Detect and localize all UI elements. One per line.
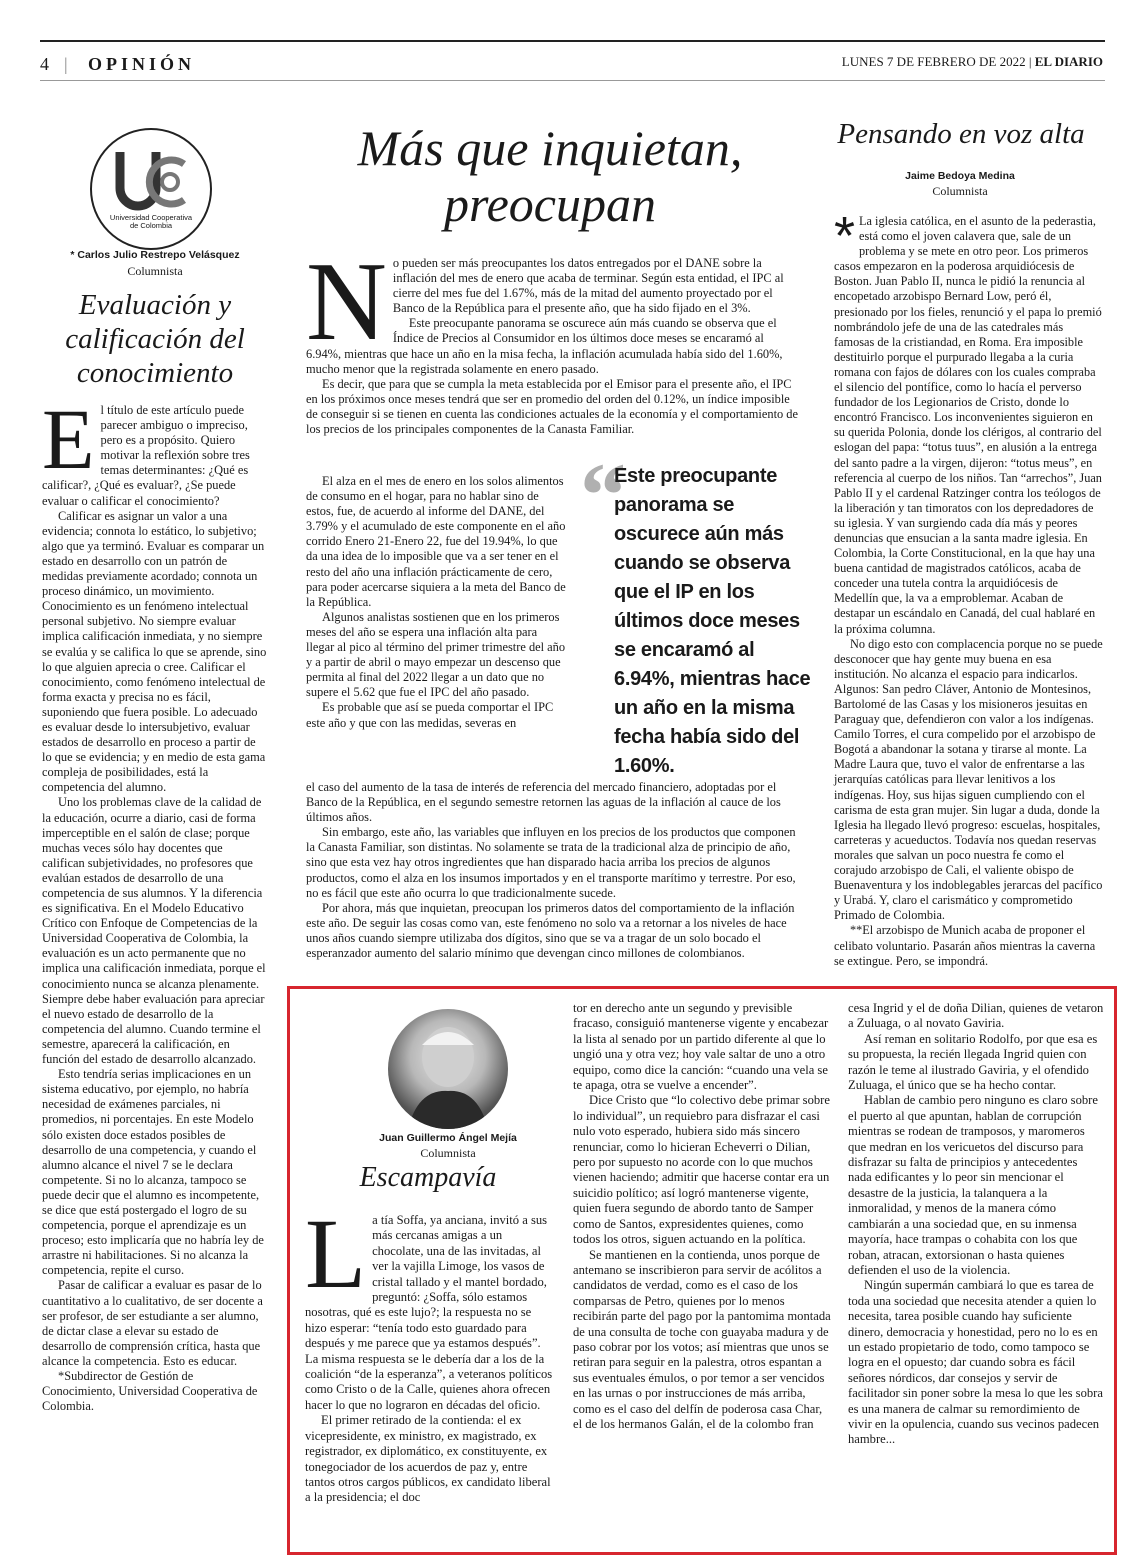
- editorial-paragraph: el caso del aumento de la tasa de interés de referencia del mercado financiero, adoptadas por el Banco de la República, en el segundo semestre retornen las aguas de la inflación al cauce de los últimos años.: [306, 780, 781, 825]
- box-paragraph: tor en derecho ante un segundo y previsible fracaso, consiguió mantenerse vigente y encabezar la lista al senado por un partido diferente al que lo ungió una y otra vez; hoy vale saltar de uno a otro equipo, como dice la canción: “cuando una vela se te apaga, otra se vuelve a encender”.: [573, 1001, 829, 1093]
- left-role: Columnista: [127, 264, 183, 278]
- logo-mark-icon: [92, 130, 210, 248]
- box-paragraph: El primer retirado de la contienda: el ex vicepresidente, ex ministro, ex magistrado, ex registrador, ex diplomático, ex constituyente, ex tonegociador de los acuerdos de paz y, entre tantos otros cargos públicos, ex candidato liberal a la presidencia; el doc: [305, 1413, 551, 1505]
- box-column-1: [305, 1198, 555, 1506]
- box-author: Juan Guillermo Ángel Mejía: [379, 1132, 517, 1144]
- box-paragraph: Dice Cristo que “lo colectivo debe primar sobre lo individual”, un requiebro para disfrazar el casi nulo voto esperado, hubiera sido más sincero renunciar, como lo hicieran Echeverri o Dilian, pero por supuesto no acorde con lo que muchos vienen haciendo; admitir que hacerse contar era un suicidio político; así logró mantenerse vigente, quien fuera segundo de abordo tanto de Samper como de Santos, expresidentes quienes, como todos los otros, siguen actuando en la política.: [573, 1093, 830, 1247]
- right-column-body: [834, 206, 1104, 969]
- right-paragraph: **El arzobispo de Munich acaba de proponer el celibato voluntario. Pasarán años mientras la caverna se extingue. Pero, se impondrá.: [834, 923, 1096, 968]
- page-number: 4: [40, 54, 51, 74]
- box-paragraph: a tía Soffa, ya anciana, invitó a sus más cercanas amigas a un chocolate, una de las invitadas, al ver la vajilla Limoge, los vasos de cristal tallado y el mantel bordado, preguntó: ¿Soffa, sólo estamos nosotras, qué es este lujo?; la respuesta no se hizo esperar: “tenía todo esto guardado para después y me parece que ya estamos después”. La misma respuesta se le debería dar a los de la coalición “de la esperanza”, a veteranos políticos como Cristo o de la Calle, quienes ahora ofrecen hacer lo que no lograron en décadas del oficio.: [305, 1213, 553, 1412]
- editorial-paragraph: Es decir, que para que se cumpla la meta establecida por el Emisor para el presente año, el IPC en los próximos once meses tendrá que ser en promedio del orden del 0.12%, un índice imposible de conseguir si se tienen en cuenta las condiciones actuales de la economía y el comportamiento de los precios de los principales componentes de la Canasta Familiar.: [306, 376, 799, 437]
- pull-quote: Este preocupante panorama se oscurece aún más cuando se observa que el IP en los últimos doce meses se encaramó al 6.94%, mientras hace un año en la misma fecha había sido del 1.60%.: [614, 465, 811, 777]
- right-author: Jaime Bedoya Medina: [905, 170, 1015, 182]
- section-title: OPINIÓN: [88, 54, 196, 74]
- dateline: [842, 54, 1103, 70]
- editorial-dropcap: N: [306, 240, 387, 364]
- right-paragraph: La iglesia católica, en el asunto de la pederastia, está como el joven calavera que, sale de un problema y se mete en otro peor. Los primeros casos empezaron en la poderosa arquidiócesis de Boston. Juan Pablo II, nunca le pidió la renuncia al encopetado arzobispo Bernard Low, peró él, presionado por los fieles, renunció y el papa lo premió nombrándolo jefe de una de las catedrales más famosas de la cristiandad, en Roma. Era imposible destituirlo porque el purpurado llegaba a la curia romana con fajos de dólares con los cuales compraba el silencio del pontífice, como lo hacía el perverso fundador de los Legionarios de Cristo, donde lo encontró Francisco. Los inconvenientes siguieron en su querida Polonia, donde los clérigos, al contrario del eslogan del papa: “totus tuus”, en alusión a la entrega del santo padre a la virgen, dijeron: “totus meus”, en referencia al cuerpo de los niños. Tan “arrechos”, Juan Pablo II y el cardenal Ratzinger contra los teólogos de la liberación y tan timoratos con los depredadores de su iglesia. Y van surgiendo cada día más y peores denuncias que ensucian a la santa madre iglesia. En Colombia, la Corte Constitucional, en la que hay una buena cantidad de magistrados católicos, acaba de conceder una tutela contra la arquidiócesis de Medellín que, la va a emproblemar. Acaban de destapar un escándalo en Canadá, del cual hablaré en la próxima columna.: [834, 214, 1102, 636]
- logo-text-line1: Universidad Cooperativa: [109, 213, 193, 222]
- editorial-paragraph: Por ahora, más que inquietan, preocupan los primeros datos del comportamiento de la inflación este año. De seguir las cosas como van, este fenómeno no solo va a retornar a los niveles de hace unos años cuando siempre utilizaba dos dígitos, sino que se va a tragar de un solo bocado el esperanzador aumento del salario mínimo que devengan cinco millones de colombianos.: [306, 900, 795, 961]
- header-top-rule: [40, 40, 1105, 42]
- asterisk-icon: *: [834, 206, 856, 266]
- editorial-paragraph: Este preocupante panorama se oscurece aún más cuando se observa que el Índice de Precios al Consumidor en los últimos doce meses se encaramó al 6.94%, mientras que hace un año en la misa fecha, la inflación acumulada había sido del 1.60%, mucho menor que la registrada solamente en enero pasado.: [306, 316, 783, 376]
- quote-mark-icon: “: [580, 444, 626, 546]
- left-paragraph: Uno los problemas clave de la calidad de la educación, ocurre a diario, casi de forma imperceptible en el salón de clase; porque muchas veces sólo hay docentes que califican subjetividades, no profesores que evalúan estados de desarrollo de una competencia de sus alumnos. Y la diferencia es significativa. En el Modelo Educativo Crítico con Enfoque de Competencias de la Universidad Cooperativa de Colombia, la evaluación es un acto permanente que no implica una calificación inmediata, porque el conocimiento nunca se alcanza plenamente. Siempre debe haber evaluación para apreciar el nuevo estado de desarrollo de la competencia del alumno. Cuando termine el semestre, aparecerá la calificación, en función del estado de desarrollo alcanzado.: [42, 795, 266, 1067]
- author-photo: [388, 1009, 508, 1129]
- right-role: Columnista: [932, 184, 988, 198]
- editorial-body-bottom: [306, 780, 802, 961]
- left-paragraph: Calificar es asignar un valor a una evidencia; connota lo estático, lo subjetivo; algo que ya terminó. Evaluar es comparar un estado en desarrollo con un patrón de medidas previamente acordado; connota un proceso dinámico, un movimiento. Conocimiento es un fenómeno intelectual personal subjetivo. No siempre evaluar implica calificación inmediata, y no siempre se evalúa y se califica lo que se aprende, sino lo que alguien aprecia o cree. Calificar el conocimiento, como fenómeno intelectual de forma exacta y precisa no es fácil, suponiendo que fuera posible. Lo adecuado es evaluar desde lo intersubjetivo, evaluar estados de desarrollo en proceso a partir de lo que se evidencia; y en medio de esta gama compleja de posibilidades, está la competencia del alumno.: [42, 508, 267, 795]
- issue-date: LUNES 7 DE FEBRERO DE 2022: [841, 54, 1026, 69]
- left-paragraph: Pasar de calificar a evaluar es pasar de lo cuantitativo a lo cualitativo, de ser docente a ser profesor, de ser estudiante a ser alumno, de dictar clase a elevar su estado de desarrollo de comprensión crítica, hasta que alcance la competencia. Esto es educar.: [42, 1278, 263, 1368]
- logo-text-line2: de Colombia: [129, 221, 173, 230]
- editorial-paragraph: El alza en el mes de enero en los solos alimentos de consumo en el hogar, para no hablar sino de estos, fue, de acuerdo al informe del DANE, del 3.79% y el acumulado de este componente en el año corrido Enero 21-Enero 22, fue del 19.94%, lo que da una idea de lo imposible que va a ser tener en el resto del año una inflación prácticamente de cero, para poder acercarse siquiera a la meta del Banco de la República.: [306, 474, 566, 609]
- left-paragraph: Esto tendría serias implicaciones en un sistema educativo, por ejemplo, no habría necesidad de exámenes parciales, ni promedios, ni porcentajes. En este Modelo sólo existen doce estados posibles de desarrollo de una competencia, y cuando el alumno alcance el nivel 7 se le declara competente. Si no lo alcanza, tampoco se puede decir que el alumno es incompetente, se dice que está postergado el logro de su competencia, porque el aprendizaje es un proceso; esto implicaría que no habría ley de arrastre ni habilitaciones. Si no alcanza la competencia, repite el curso.: [42, 1067, 264, 1278]
- header-separator: |: [64, 54, 68, 74]
- editorial-title-line1: Más que inquietan,: [357, 120, 743, 176]
- box-paragraph: Así reman en solitario Rodolfo, por que esa es su propuesta, la recién llegada Ingrid quien con razón le teme al ilustrado Gaviria, y el ofendido Zuluaga, el único que se ha hecho contar.: [848, 1031, 1098, 1093]
- left-footnote: *Subdirector de Gestión de Conocimiento, Universidad Cooperativa de Colombia.: [42, 1369, 258, 1414]
- dateline-divider: |: [1028, 54, 1032, 69]
- box-column-3: [848, 1001, 1104, 1448]
- box-paragraph: cesa Ingrid y el de doña Dilian, quienes de vetaron a Zuluaga, o al novato Gaviria.: [848, 1001, 1104, 1031]
- box-paragraph: Hablan de cambio pero ninguno es claro sobre el puerto al que apuntan, hablan de corrupción mientras se rodean de tramposos, y maromeros que medran en los vericuetos del discurso para disfrazar su falta de principios y antecedentes nada edificantes y lo peor sin mencionar el desastre de la justicia, la talanquera a la inmoralidad, y menos de la manera cómo cambiarán a una sociedad que, en su inmensa mayoría, hace trampas o cohabita con los que roban, atracan, extorsionan o hasta quienes defienden el uso de la violencia.: [848, 1093, 1098, 1277]
- box-paragraph: Se mantienen en la contienda, unos porque de antemano se inscribieron para servir de acólitos a candidatos de verdad, como es el caso de los comparsas de Petro, quienes por lo menos recibirán parte del pago por la pantomima montada de una consulta de toche con guayaba madura y de paso cobrar por los votos; así mientras que unos se retiran para seguir en la palestra, otros espantan a sus eventuales émulos, o por temor a ser vencidos en las urnas o por instrucciones de más arriba, como es el caso del delfín de poderosa casa Char, el de los hermanos Galán, el de la colombo fran: [573, 1247, 831, 1431]
- box-role: Columnista: [420, 1146, 476, 1160]
- editorial-title-line2: preocupan: [444, 176, 656, 232]
- right-column-title: Pensando en voz alta: [837, 118, 1085, 150]
- left-article-body: [42, 391, 268, 1414]
- header-bottom-rule: [40, 80, 1105, 81]
- university-logo: [90, 128, 212, 250]
- portrait-avatar-icon: [388, 1009, 508, 1129]
- left-dropcap: E: [42, 391, 95, 487]
- box-column-2: [573, 1001, 831, 1432]
- editorial-paragraph: Sin embargo, este año, las variables que influyen en los precios de los productos que componen la Canasta Familiar, son distintas. No solamente se trata de la tradicional alza de principio de año, sino que esta vez hay otros ingredientes que han disparado hacia arriba los precios de algunos productos, como el alza en los insumos importados y en el transporte marítimo y terrestre. Por eso, no es fácil que este año ocurra lo que tradicionalmente sucede.: [306, 825, 796, 900]
- left-author: * Carlos Julio Restrepo Velásquez: [70, 249, 240, 261]
- left-article-title: Evaluación y calificación del conocimiento: [65, 289, 245, 389]
- newspaper-name: EL DIARIO: [1034, 54, 1103, 69]
- editorial-body-top: [306, 240, 802, 437]
- editorial-body-left: [306, 474, 568, 731]
- left-paragraph: l título de este artículo puede parecer ambiguo o impreciso, pero es a propósito. Quiero motivar la reflexión sobre tres temas determinantes: ¿Qué es calificar?, ¿Qué es evaluar?, ¿Se puede evaluar o calificar el conocimiento?: [42, 403, 250, 508]
- editorial-paragraph: o pueden ser más preocupantes los datos entregados por el DANE sobre la inflación del mes de enero que acaba de terminar. Según esta entidad, el IPC al cierre del mes fue del 1.67%, más de la mitad del aumento proyectado por el Banco de la República para el presente año, que ha sido fijado en el 3%.: [392, 256, 784, 316]
- editorial-title: [300, 120, 800, 232]
- box-dropcap: L: [305, 1198, 367, 1309]
- right-paragraph: No digo esto con complacencia porque no se puede desconocer que hay gente muy buena en esa institución. No alcanza el espacio para indicarlos. Algunos: San pedro Cláver, Antonio de Montesinos, Bartolomé de las Casas y los misioneros jesuitas en Paraguay que, defendieron con valor a los indígenas. Camilo Torres, el cura compelido por el arzobispo de Bogotá a abandonar la sotana y tirarse al monte. La Madre Laura que, tuvo el valor de enfrentarse a las jerarquías católicas para llevar lenitivos a los indígenas. Hoy, sus hijas siguen cumpliendo con el carisma de esta gran mujer. Sin lugar a duda, donde la Iglesia ha llegado llevó progreso: escuelas, hospitales, carreteras y acueductos. Todavía nos quedan reservas morales que salvan un poco nuestra fe como el corajudo arzobispo de Cali, el valiente obispo de Buenaventura y los indoblegables jerarcas del pacífico y Urabá. Y, claro el carismático y comprometido Primado de Colombia.: [834, 636, 1103, 923]
- editorial-paragraph: Es probable que así se pueda comportar el IPC este año y que con las medidas, severas en: [306, 700, 554, 730]
- box-title: Escampavía: [359, 1162, 497, 1193]
- box-paragraph: Ningún supermán cambiará lo que es tarea de toda una sociedad que necesita atender a quien lo necesita, tarea posible cuando hay suficiente dinero, democracia y honestidad, pero no lo es en un estado propietario de todo, como tampoco se logra en el opuesto; dar cuando sobra es fácil señores nórdicos, dar consejos y servir de facilitador sin poner sobre la mesa lo que les sobra es una manera de calmar su remordimiento de vivir en la opulencia, cuando sus vecinos padecen hambre...: [848, 1278, 1103, 1447]
- editorial-paragraph: Algunos analistas sostienen que en los primeros meses del año se espera una inflación alta para llegar al pico al término del primer trimestre del año y a partir de abril o mayo empezar un descenso que permita al final del 2022 llegar a un dato que no supere el 5.62 que fue el IPC del año pasado.: [306, 609, 566, 700]
